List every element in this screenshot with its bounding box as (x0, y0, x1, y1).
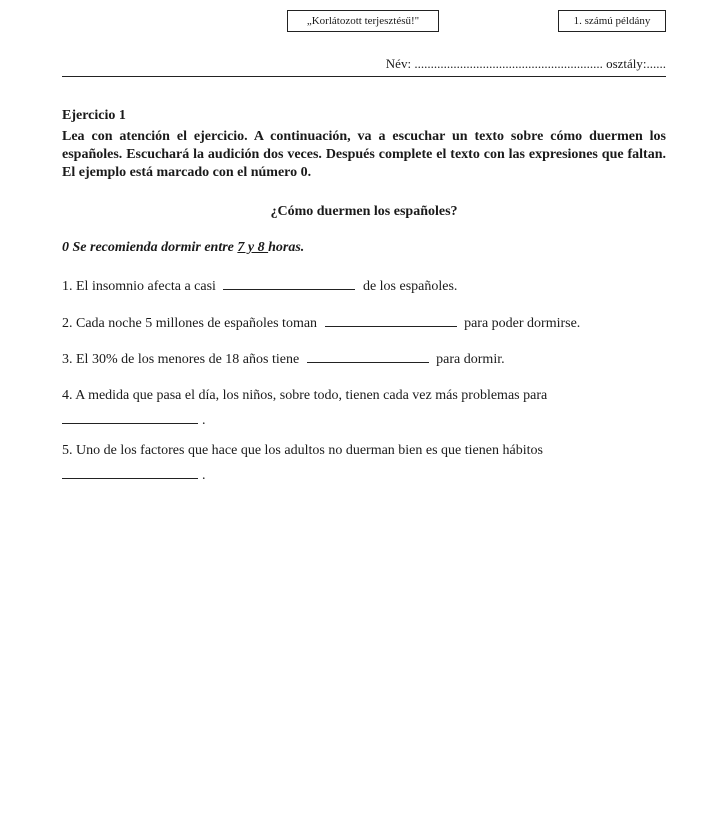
header-divider (62, 76, 666, 77)
question-item (62, 277, 666, 296)
answer-blank[interactable] (62, 411, 198, 424)
question-item (62, 387, 666, 430)
exercise-instructions: Lea con atención el ejercicio. A continuación, va a escuchar un texto sobre cómo duermen los españoles. Escuchará la audición dos veces. Después complete el texto con las expresiones que faltan. El ejemplo está marcado con el número 0. (62, 129, 666, 180)
question-text-after: para poder dormirse. (464, 316, 581, 331)
answer-blank[interactable] (223, 277, 355, 290)
example-answer: 7 y 8 (237, 240, 269, 255)
question-item (62, 442, 666, 485)
question-text-after: para dormir. (436, 352, 505, 367)
question-item (62, 314, 666, 333)
answer-blank[interactable] (62, 466, 198, 479)
example-sentence (62, 240, 304, 256)
example-before: 0 Se recomienda dormir entre (62, 240, 238, 255)
answer-blank[interactable] (307, 350, 429, 363)
name-field[interactable]: .......................................................... (414, 56, 603, 71)
answer-blank[interactable] (325, 314, 457, 327)
name-class-row (62, 56, 666, 72)
text-title: ¿Cómo duermen los españoles? (270, 204, 458, 219)
exercise-title: Ejercicio 1 (62, 108, 126, 123)
question-text: 5. Uno de los factores que hace que los adultos no duerman bien es que tienen hábitos (62, 443, 543, 458)
class-field[interactable]: osztály:...... (606, 56, 666, 71)
question-item (62, 350, 666, 369)
copy-number-label: 1. számú példány (558, 10, 666, 32)
name-label: Név: (385, 56, 412, 71)
question-text-after: . (202, 413, 206, 428)
question-text: 4. A medida que pasa el día, los niños, sobre todo, tienen cada vez más problemas para (62, 388, 548, 403)
restricted-distribution-label: „Korlátozott terjesztésű!" (287, 10, 439, 32)
question-text: 3. El 30% de los menores de 18 años tiene (62, 352, 300, 367)
question-text-after: . (202, 468, 206, 483)
question-text: 2. Cada noche 5 millones de españoles toman (62, 316, 318, 331)
question-text: 1. El insomnio afecta a casi (62, 279, 216, 294)
question-text-after: de los españoles. (362, 279, 458, 294)
answer-line (62, 466, 666, 485)
answer-line (62, 411, 666, 430)
example-after: horas. (268, 240, 305, 255)
